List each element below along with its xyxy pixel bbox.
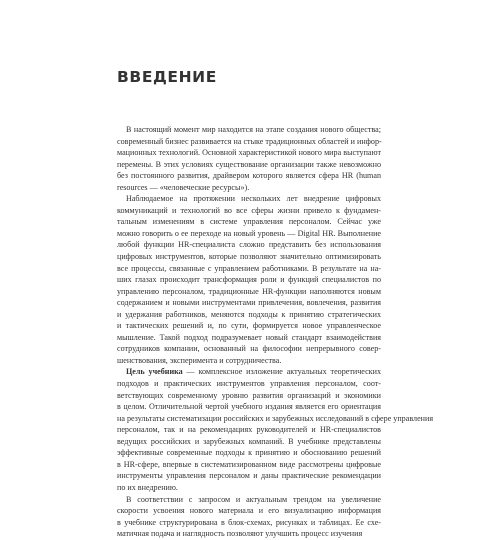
line-text: ших глазах происходит трансформация роли и функций специалистов по: [117, 275, 381, 285]
text-line: [117, 378, 381, 390]
line-text: содержанием и новыми инструментами привлечения, вовлечения, развития: [117, 298, 381, 308]
text-line: [117, 424, 381, 436]
line-text: можно говорить о ее переходе на новый уровень — Digital HR. Выполнение: [117, 228, 381, 238]
line-text: современный бизнес развивается на стыке традиционных областей и инфор-: [117, 136, 382, 146]
text-line: [117, 205, 381, 217]
text-line: [117, 505, 381, 517]
line-text: по их внедрению.: [117, 482, 178, 492]
line-text: эффективные современные подходы к принятию и обоснованию решений: [117, 448, 381, 458]
line-text: перемены. В этих условиях существование организации также невозможно: [117, 159, 381, 169]
line-text: и тактических решений и, по сути, формируется новое управленческое: [117, 321, 381, 331]
text-line: [117, 216, 381, 228]
line-text: ветствующих современному уровню развития организаций и экономики: [117, 390, 381, 400]
line-text: без постоянного развития, драйвером которого является сфера HR (human: [117, 171, 381, 181]
line-text: В настоящий момент мир находится на этапе создания нового общества;: [126, 125, 381, 134]
line-text: resources — «человеческие ресурсы»).: [117, 182, 250, 192]
text-line: [117, 170, 381, 182]
body-text: [117, 124, 434, 540]
text-line: [117, 124, 381, 136]
text-line: [117, 286, 381, 298]
text-line: [117, 366, 381, 378]
text-line: [117, 159, 381, 171]
text-line: [117, 413, 434, 425]
line-text: управлению персоналом, традиционные HR-функции наполняются новым: [117, 286, 381, 296]
text-line: [117, 332, 381, 344]
text-line: [117, 274, 381, 286]
line-text: скорости усвоения нового материала и его визуализацию информация: [117, 506, 381, 516]
text-line: [117, 193, 381, 205]
text-line: [117, 390, 381, 402]
text-line: [117, 136, 381, 148]
line-text: ведущих российских и зарубежных компаний. В учебнике представлены: [117, 436, 381, 446]
text-line: [117, 494, 381, 506]
text-line: [117, 355, 381, 367]
line-text: персоналом, так и на рекомендациях руководителей и HR-специалистов: [117, 425, 381, 435]
line-text: матичная подача и наглядность позволяют улучшить процесс изучения: [117, 529, 363, 539]
text-line: [117, 459, 381, 471]
line-text: в целом. Отличительной чертой учебного издания является его ориентация: [117, 402, 381, 412]
text-line: [117, 263, 381, 275]
text-line: [117, 343, 381, 355]
text-line: [117, 297, 381, 309]
line-text: В соответствии с запросом и актуальным трендом на увеличение: [126, 494, 381, 504]
bold-term: Цель учебника: [126, 367, 183, 377]
line-text: любой функции HR-специалиста сложно представить без использования: [117, 240, 381, 250]
text-line: [117, 517, 381, 529]
line-text: мационных технологий. Основной характеристикой нового мира выступают: [117, 148, 381, 158]
text-line: [117, 470, 381, 482]
line-text: в учебнике структурирована в блок-схемах, рисунках и таблицах. Ее схе-: [117, 517, 381, 527]
line-text: все процессы, связанные с управлением работниками. В результате на на-: [117, 263, 381, 273]
text-line: [117, 239, 381, 251]
text-line: [117, 251, 381, 263]
line-text: мышление. Такой подход подразумевает новый стандарт взаимодействия: [117, 332, 381, 342]
line-text: на результаты систематизации российских и зарубежных исследований в сфере управления: [117, 413, 434, 423]
line-text: Наблюдаемое на протяжении нескольких лет внедрение цифровых: [126, 194, 381, 204]
line-text: подходов и практических инструментов управления персоналом, соот-: [117, 379, 381, 389]
section-heading: ВВЕДЕНИЕ: [117, 68, 217, 86]
line-text: шенствования, эксперимента и сотрудничества.: [117, 355, 282, 365]
line-text: в HR-сфере, впервые в систематизированном виде рассмотрены цифровые: [117, 459, 381, 469]
text-line: [117, 182, 381, 194]
line-text: цифровых инструментов, которые позволяют значительно оптимизировать: [117, 252, 381, 262]
text-line: [117, 320, 381, 332]
line-text: тальным изменениям в системе управления персоналом. Сейчас уже: [117, 217, 381, 227]
text-line: [117, 482, 381, 494]
line-text: сотрудников компании, основанный на философии непрерывного совер-: [117, 344, 381, 354]
text-line: [117, 309, 381, 321]
line-text: и удержания работников, меняются подходы к принятию стратегических: [117, 309, 381, 319]
line-text: — комплексное изложение актуальных теоретических: [182, 367, 381, 377]
line-text: инструменты управления персоналом и даны практические рекомендации: [117, 471, 381, 481]
text-line: [117, 401, 381, 413]
text-line: [117, 436, 381, 448]
line-text: коммуникаций и технологий во все сферы жизни привело к фундамен-: [117, 205, 381, 215]
text-line: [117, 147, 381, 159]
text-line: [117, 447, 381, 459]
text-line: [117, 228, 381, 240]
text-line: [117, 528, 381, 540]
